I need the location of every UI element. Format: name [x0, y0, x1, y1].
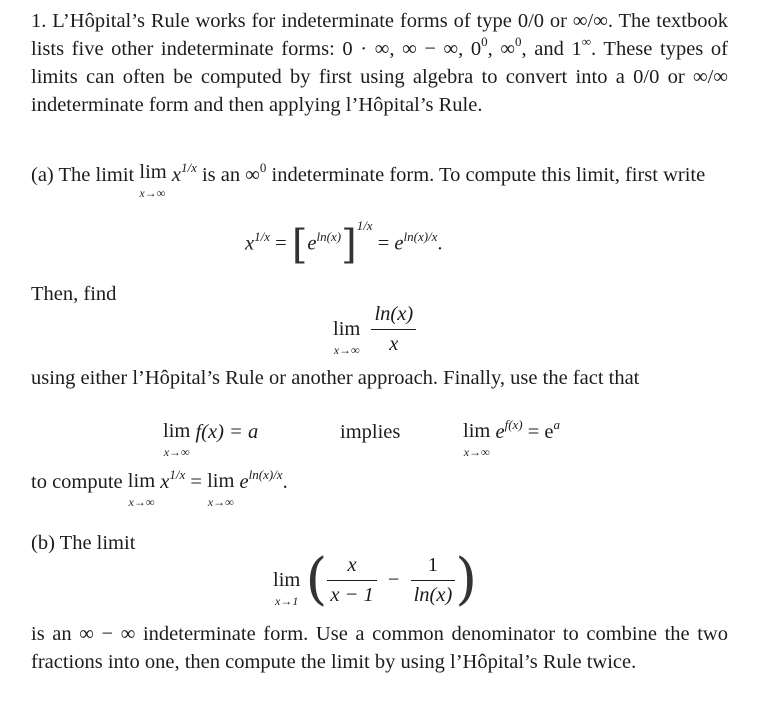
problem-intro: 1. L’Hôpital’s Rule works for indeterminate forms of type 0/0 or ∞/∞. The textbook lists five other indeterminate forms: 0 · ∞, ∞ − ∞, $0^0$, ∞$^0$, and 1∞. These types of limits can often be computed by first using algebra to convert into a 0/0 or ∞/∞ indeterminate form and then applying l’Hôpital’s Rule.	[31, 10, 729, 116]
limit-operator: lim x→∞	[139, 161, 167, 200]
equation-fact-rhs: lim x→∞ $e^{f(x)} = e^a$	[463, 417, 561, 459]
part-a-text: (a) The limit lim x→∞ $x^{1/x}$ is an ∞$^0$ indeterminate form. To compute this limit, first write	[31, 160, 706, 200]
part-a-label: (a)	[31, 164, 54, 186]
implies-word: implies	[340, 421, 401, 443]
equation-part-b: lim x→1 ( $\frac{x}{x - 1}$ − $\frac{1}{\ln(x)}$ )	[273, 547, 478, 612]
problem-number: 1.	[31, 10, 47, 32]
equation-exponential-rewrite: $x^{1/x} = [e^{ln(x)}]^{1/x} = e^{ln(x)/x}$.	[245, 217, 443, 268]
equation-fact-lhs: lim x→∞ f(x) = a	[163, 420, 259, 459]
part-b-label: (b)	[31, 532, 55, 554]
part-b-explanation: is an ∞ − ∞ indeterminate form. Use a common denominator to combine the two fractions into one, then compute the limit by using l’Hôpital’s Rule twice.	[31, 623, 728, 673]
then-find-text: Then, find	[31, 283, 117, 305]
to-compute-line: to compute lim x→∞ $x^{1/x}$ = lim x→∞ $e^{ln(x)/x}$.	[31, 467, 288, 509]
equation-ln-over-x: lim x→∞ $\frac{\ln(x)}{x}$	[333, 303, 416, 356]
part-a-fact-text: using either l’Hôpital’s Rule or another approach. Finally, use the fact that	[31, 367, 640, 389]
part-b-text: (b) The limit	[31, 532, 136, 554]
